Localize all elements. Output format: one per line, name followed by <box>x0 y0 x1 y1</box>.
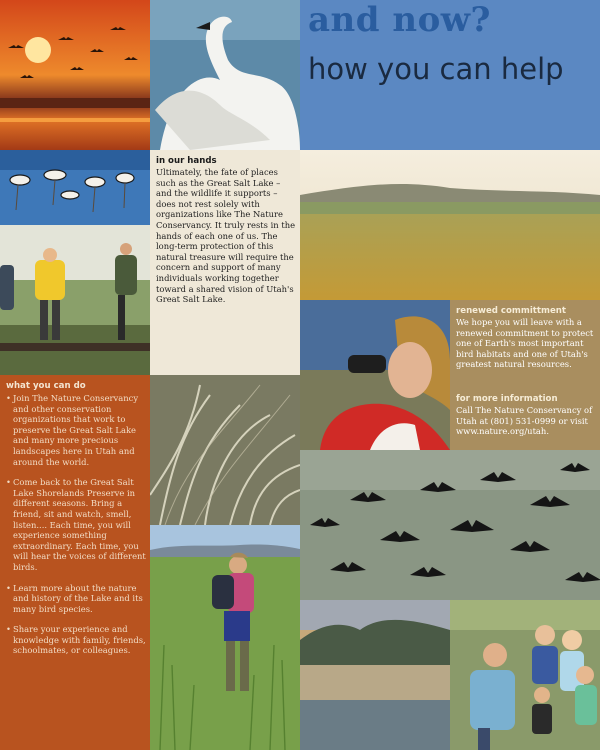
grass-plumes-photo <box>150 375 300 525</box>
mountain-lake-photo <box>300 600 450 750</box>
list-item: • Share your experience and knowledge with family, friends, schoolmates, or colleagues. <box>6 624 146 656</box>
list-item: • Learn more about the nature and history of the Lake and its many bird species. <box>6 583 146 615</box>
list-item: • Come back to the Great Salt Lake Shorelands Preserve in different seasons. Bring a friend, sit and watch, smell, listen.... Each time, you will experience something extraordinary. Each time, you will hear the voices of different birds. <box>6 477 146 572</box>
more-info-title: for more information <box>456 394 558 404</box>
naturalist-children-photo <box>450 600 600 750</box>
list-item: • Join The Nature Conservancy and other conservation organizations that work to preserve the Great Salt Lake and many more precious landscapes here in Utah and around the world. <box>6 393 146 467</box>
in-our-hands-title: in our hands <box>156 156 217 166</box>
renewed-commitment-title: renewed committment <box>456 306 567 316</box>
renewed-commitment-body: We hope you will leave with a renewed commitment to protect one of Earth's most important bird habitats and one of Utah's greatest natural resources. <box>456 317 594 370</box>
sunset-birds-photo <box>0 0 150 150</box>
avocets-photo <box>0 150 150 225</box>
in-our-hands-body: Ultimately, the fate of places such as the Great Salt Lake – and the wildlife it supports – does not rest solely with organizations like The Nature Conservancy. It truly rests in the hands of each one of us. The long-term protection of this natural treasure will require the concern and support of many individuals working together toward a shared vision of Utah's Great Salt Lake. <box>156 167 296 305</box>
swan-photo <box>150 0 300 150</box>
prairie-landscape-photo <box>300 150 600 300</box>
people-bridge-photo <box>0 225 150 375</box>
ibis-flock-photo <box>300 450 600 600</box>
what-you-can-do-title: what you can do <box>6 381 86 391</box>
headline-subtitle: how you can help <box>308 52 564 86</box>
what-you-can-do-list <box>6 393 146 666</box>
more-info-body: Call The Nature Conservancy of Utah at (801) 531-0999 or visit www.nature.org/utah. <box>456 405 593 437</box>
hiker-marsh-photo <box>150 525 300 750</box>
binoculars-woman-photo <box>300 300 450 450</box>
headline-title: and now? <box>308 0 491 40</box>
